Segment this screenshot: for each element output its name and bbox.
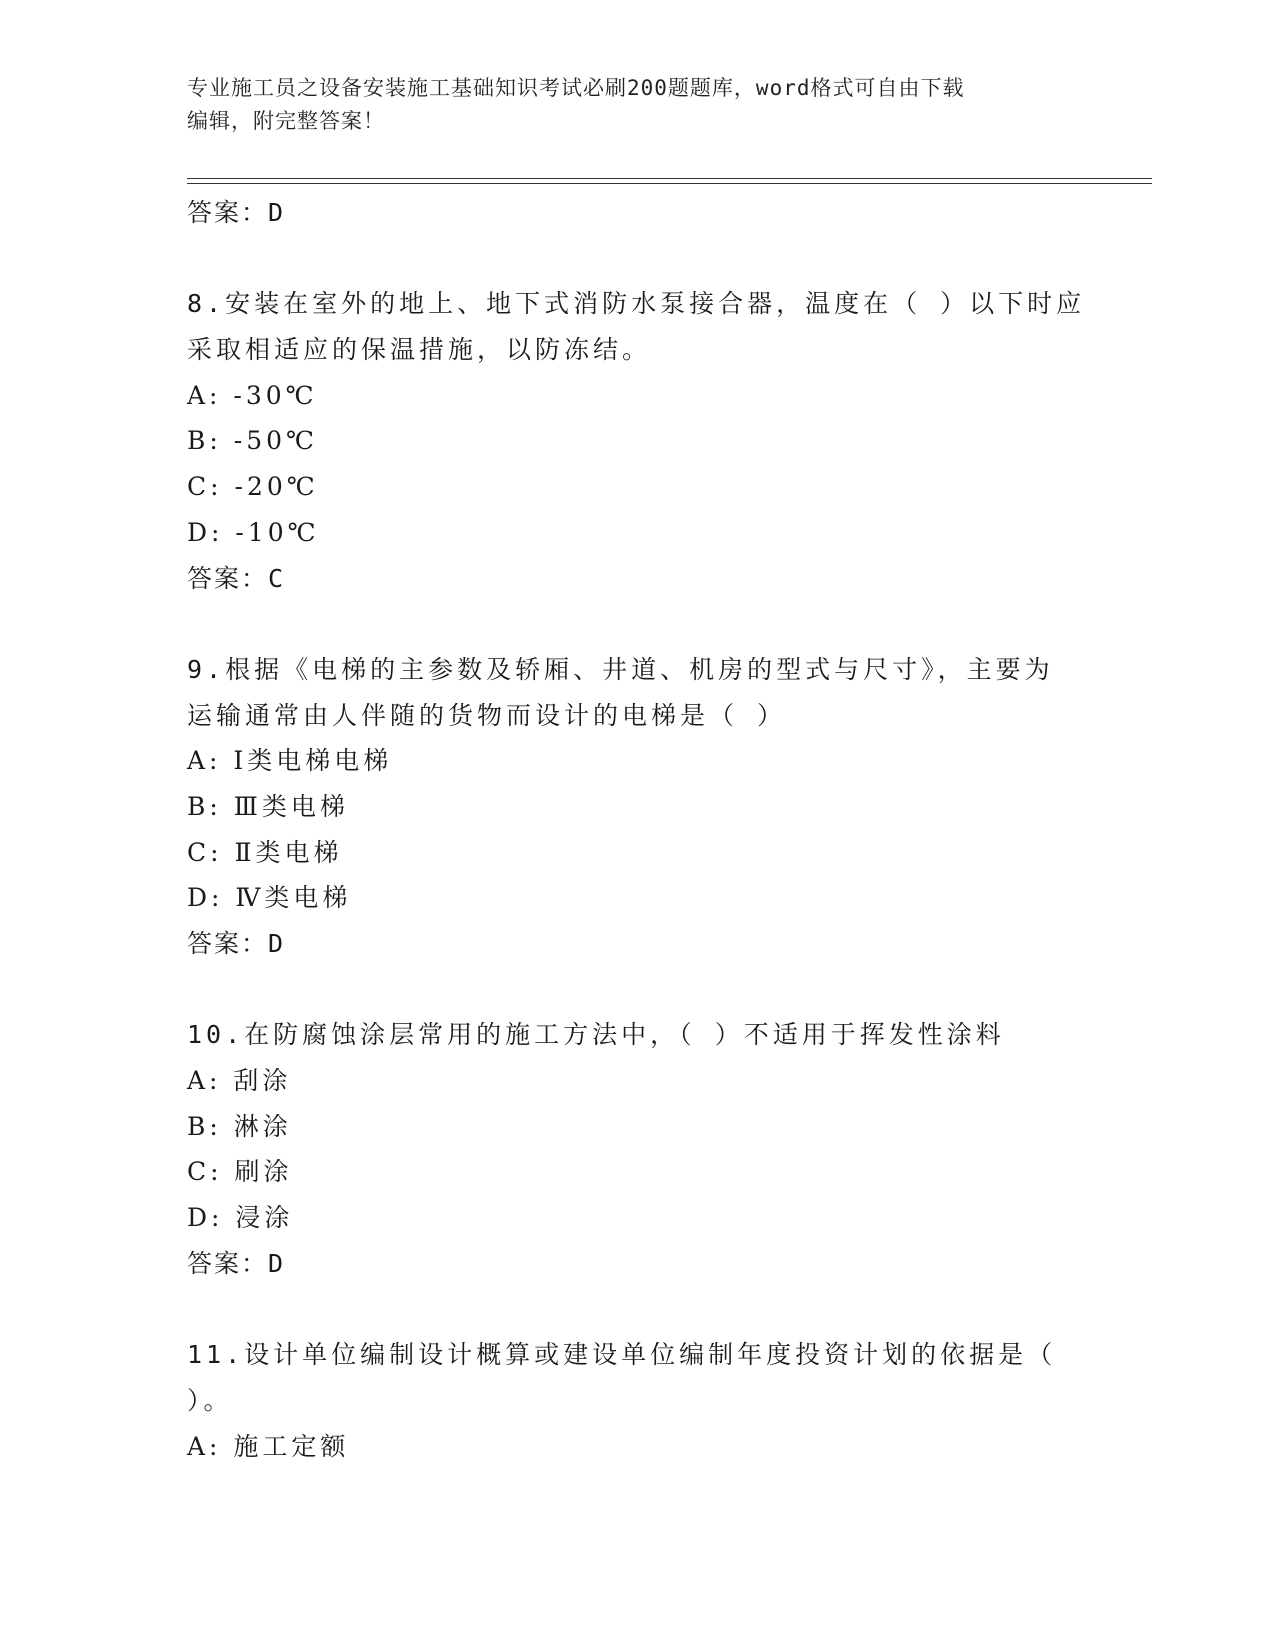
spacer [187, 236, 1087, 282]
option-d: D: Ⅳ类电梯 [187, 883, 352, 913]
question-10 [187, 1012, 1087, 1286]
option-b: B: -50℃ [187, 426, 318, 456]
document-body [187, 190, 1087, 1469]
question-stem: 9.根据《电梯的主参数及轿厢、井道、机房的型式与尺寸》，主要为 [187, 654, 1054, 684]
question-stem-continued: ）。 [187, 1385, 233, 1415]
question-11 [187, 1332, 1087, 1469]
option-b: B: 淋涂 [187, 1111, 292, 1141]
question-stem-continued: 采取相适应的保温措施，以防冻结。 [187, 335, 652, 365]
option-d: D: -10℃ [187, 517, 320, 547]
option-a: A: -30℃ [187, 380, 318, 410]
spacer [187, 601, 1087, 647]
question-9 [187, 647, 1087, 967]
previous-answer: 答案：D [187, 198, 286, 227]
option-c: C: -20℃ [187, 472, 319, 502]
option-a: A: 刮涂 [187, 1066, 292, 1096]
question-stem: 11.设计单位编制设计概算或建设单位编制年度投资计划的依据是（ [187, 1340, 1057, 1370]
option-a: A: 施工定额 [187, 1431, 350, 1461]
question-stem: 8.安装在室外的地上、地下式消防水泵接合器，温度在（ ）以下时应 [187, 289, 1086, 319]
option-a: A: Ⅰ类电梯电梯 [187, 746, 393, 776]
option-c: C: Ⅱ类电梯 [187, 837, 343, 867]
header-divider [187, 178, 1152, 184]
option-d: D: 浸涂 [187, 1203, 294, 1233]
option-c: C: 刷涂 [187, 1157, 293, 1187]
answer: 答案：D [187, 1248, 286, 1278]
question-stem: 10.在防腐蚀涂层常用的施工方法中，（ ）不适用于挥发性涂料 [187, 1020, 1005, 1050]
spacer [187, 967, 1087, 1013]
header-title-line2: 编辑，附完整答案！ [187, 109, 385, 133]
answer: 答案：C [187, 563, 286, 593]
document-header [187, 72, 1087, 138]
option-b: B: Ⅲ类电梯 [187, 791, 349, 821]
answer: 答案：D [187, 929, 286, 958]
spacer [187, 1287, 1087, 1333]
header-title-line1: 专业施工员之设备安装施工基础知识考试必刷200题题库，word格式可自由下载 [187, 76, 965, 100]
question-stem-continued: 运输通常由人伴随的货物而设计的电梯是（ ） [187, 700, 787, 730]
question-8 [187, 281, 1087, 601]
